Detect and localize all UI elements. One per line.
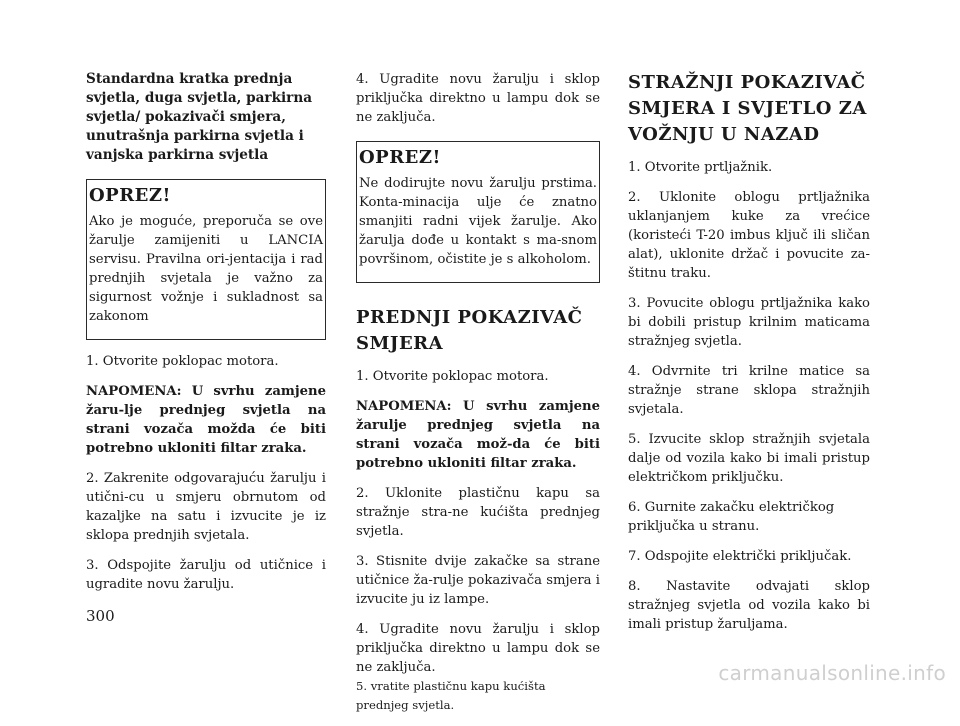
step-8: 8. Nastavite odvajati sklop stražnjeg svjetla od vozila kako bi imali pristup žaruljama. [628, 579, 870, 632]
section-title-rear-indicator: STRAŽNJI POKAZIVAČ SMJERA I SVJETLO ZA VOŽNJU U NAZAD [628, 72, 867, 145]
step-1: 1. Otvorite poklopac motora. [356, 369, 549, 384]
step-5: 5. vratite plastičnu kapu kućišta prednjeg svjetla. [356, 679, 546, 712]
caution-text: Ne dodirujte novu žarulju prstima. Konta-minacija ulje će znatno smanjiti radni vijek žarulje. Ako žarulja dođe u kontakt s ma-snom površinom, očistite je s alkoholom. [359, 176, 597, 267]
step-2: 2. Zakrenite odgovarajuću žarulju i utični-cu u smjeru obrnutom od kazaljke na satu i izvucite je iz sklopa prednjih svjetala. [86, 471, 326, 543]
step-4: 4. Odvrnite tri krilne matice sa stražnje strane sklopa stražnjih svjetala. [628, 364, 870, 417]
step-1: 1. Otvorite poklopac motora. [86, 354, 279, 369]
caution-title: OPREZ! [359, 147, 441, 168]
caution-title: OPREZ! [89, 185, 171, 206]
column-right [628, 70, 870, 645]
column-middle [356, 70, 600, 726]
column-left [86, 70, 326, 605]
step-1: 1. Otvorite prtljažnik. [628, 160, 773, 175]
step-5: 5. Izvucite sklop stražnjih svjetala dalje od vozila kako bi imali pristup električkom priključku. [628, 432, 870, 485]
step-4: 4. Ugradite novu žarulju i sklop priključka direktno u lampu dok se ne zaključa. [356, 622, 600, 675]
caution-box [356, 141, 600, 283]
step-2: 2. Uklonite plastičnu kapu sa stražnje stra-ne kućišta prednjeg svjetla. [356, 486, 600, 539]
note: NAPOMENA: U svrhu zamjene žarulje prednjeg svjetla na strani vozača mož-da će biti potrebno ukloniti filtar zraka. [356, 399, 600, 471]
step-3: 3. Povucite oblogu prtljažnika kako bi dobili pristup krilnim maticama stražnjeg svjetla. [628, 296, 870, 349]
step-6: 6. Gurnite zakačku električkog priključka u stranu. [628, 500, 835, 534]
step-7: 7. Odspojite električki priključak. [628, 549, 852, 564]
section-title-front-indicator: PREDNJI POKAZIVAČ SMJERA [356, 307, 583, 354]
step-3: 3. Odspojite žarulju od utičnice i ugradite novu žarulju. [86, 558, 326, 592]
section-heading-lights: Standardna kratka prednja svjetla, duga svjetla, parkirna svjetla/ pokazivači smjera, unutrašnja parkirna svjetla i vanjska parkirna svjetla [86, 71, 313, 163]
caution-text: Ako je moguće, preporuča se ove žarulje zamijeniti u LANCIA servisu. Pravilna ori-jentacija i rad prednjih svjetala je važno za sigurnost vožnje i sukladnost sa zakonom [89, 214, 323, 324]
note: NAPOMENA: U svrhu zamjene žaru-lje prednjeg svjetla na strani vozača možda će biti potrebno ukloniti filtar zraka. [86, 384, 326, 456]
page-number: 300 [86, 607, 115, 625]
watermark: carmanualsonline.info [718, 661, 946, 685]
step-4: 4. Ugradite novu žarulju i sklop priključka direktno u lampu dok se ne zaključa. [356, 72, 600, 125]
caution-box [86, 179, 326, 340]
step-2: 2. Uklonite oblogu prtljažnika uklanjanjem kuke za vrećice (koristeći T-20 imbus ključ ili sličan alat), uklonite držač i povucite za-štitnu traku. [628, 190, 870, 281]
step-3: 3. Stisnite dvije zakačke sa strane utičnice ža-rulje pokazivača smjera i izvucite ju iz lampe. [356, 554, 600, 607]
